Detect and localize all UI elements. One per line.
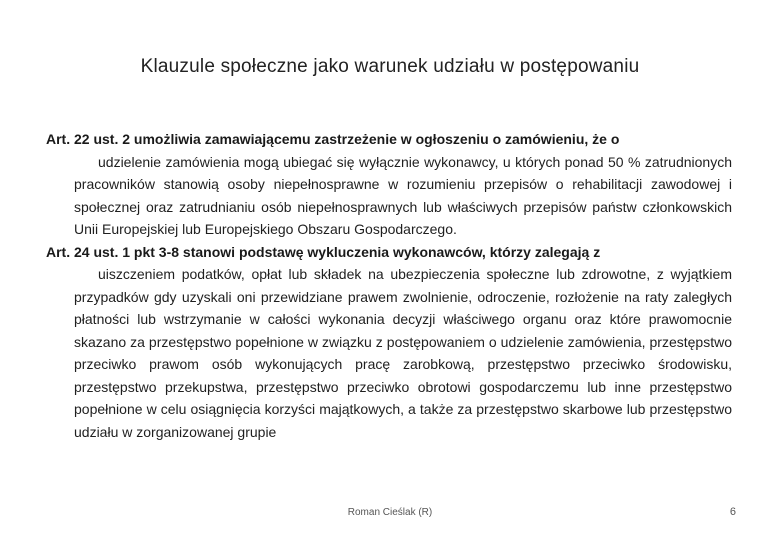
footer-author: Roman Cieślak (R) bbox=[347, 507, 433, 518]
slide-title: Klauzule społeczne jako warunek udziału w postępowaniu bbox=[140, 56, 640, 77]
page-number: 6 bbox=[729, 506, 736, 518]
article-24-text: uiszczeniem podatków, opłat lub składek na ubezpieczenia społeczne lub zdrowotne, z wyjątkiem przypadków gdy uzyskali oni przewidziane prawem zwolnienie, odroczenie, rozłożenie na raty zaległych płatności lub wstrzymanie w całości wykonania decyzji właściwego organu oraz które prawomocnie skazano za przestępstwo popełnione w związku z postępowaniem o udzielenie zamówienia, przestępstwo przeciwko prawom osób wykonujących pracę zarobkową, przestępstwo przeciwko środowisku, przestępstwo przekupstwa, przestępstwo przeciwko obrotowi gospodarczemu lub inne przestępstwo popełnione w celu osiągnięcia korzyści majątkowych, a także za przestępstwo skarbowe lub przestępstwo udziału w zorganizowanej grupie bbox=[74, 266, 732, 440]
article-22-lead: Art. 22 ust. 2 umożliwia zamawiającemu zastrzeżenie w ogłoszeniu o zamówieniu, że o bbox=[46, 131, 620, 147]
article-24-lead: Art. 24 ust. 1 pkt 3-8 stanowi podstawę wykluczenia wykonawców, którzy zalegają z bbox=[46, 243, 601, 260]
slide-body bbox=[46, 128, 732, 443]
article-22-text: udzielenie zamówienia mogą ubiegać się wyłącznie wykonawcy, u których ponad 50 % zatrudnionych pracowników stanowią osoby niepełnosprawne w rozumieniu przepisów o rehabilitacji zawodowej i społecznej oraz zatrudnianiu osób niepełnosprawnych lub właściwych przepisów państw członkowskich Unii Europejskiej lub Europejskiego Obszaru Gospodarczego. bbox=[74, 153, 732, 237]
